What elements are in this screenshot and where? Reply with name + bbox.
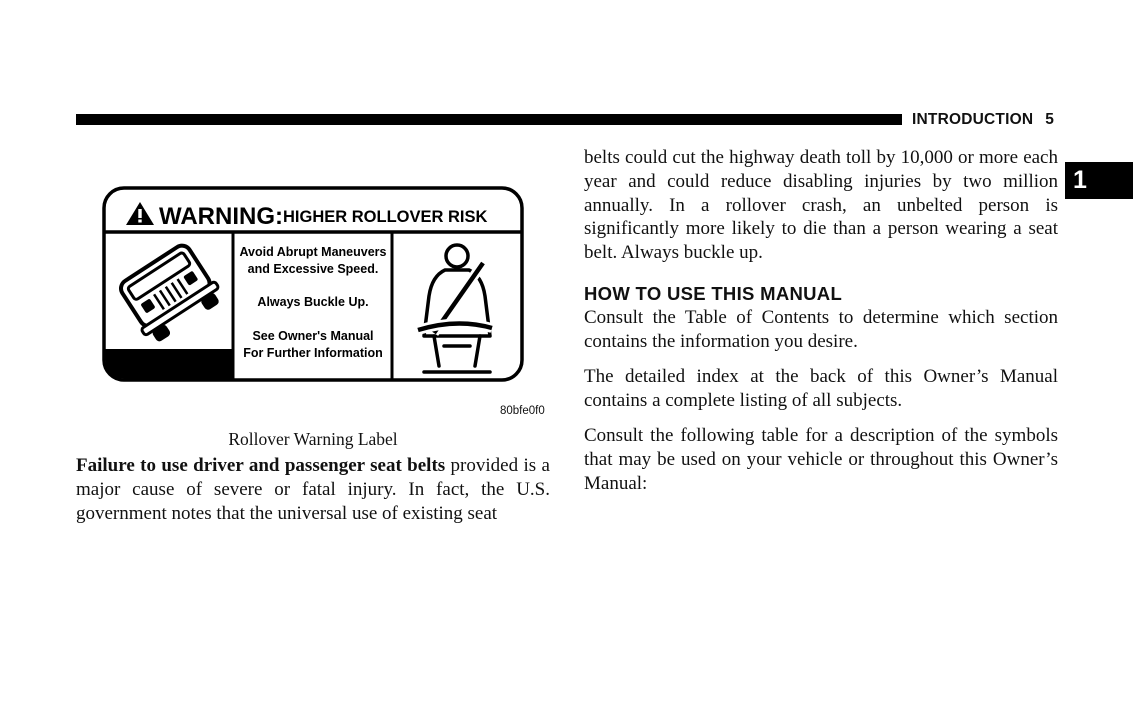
manual-paragraph-3: Consult the following table for a description of the symbols that may be used on your vehicle or throughout this Owner’s Manual: — [584, 425, 1058, 494]
header-rule — [76, 114, 902, 125]
chapter-tab: 1 — [1065, 162, 1133, 199]
label-title-prefix: WARNING: — [159, 203, 283, 230]
label-line-3: Always Buckle Up. — [257, 295, 369, 309]
section-title: INTRODUCTION — [912, 111, 1034, 128]
label-title-main: HIGHER ROLLOVER RISK — [283, 208, 488, 226]
left-paragraph-text: provided is a major cause of severe or fatal injury. In fact, the U.S. government notes that the universal use of existing seat — [76, 455, 550, 524]
page-number: 5 — [1045, 111, 1055, 128]
label-line-5: For Further Information — [243, 346, 383, 360]
rollover-warning-label — [102, 186, 526, 384]
figure-code: 80bfe0f0 — [500, 405, 545, 417]
section-heading: HOW TO USE THIS MANUAL — [584, 283, 843, 304]
figure-caption: Rollover Warning Label — [228, 429, 398, 449]
label-line-1: Avoid Abrupt Maneuvers — [239, 245, 387, 259]
left-paragraph-bold-lead: Failure to use driver and passenger seat belts — [76, 455, 446, 476]
label-line-2: and Excessive Speed. — [247, 262, 379, 276]
left-body-paragraph — [76, 454, 550, 525]
manual-paragraph-1: Consult the Table of Contents to determine which section contains the information you desire. — [584, 307, 1058, 352]
running-header — [912, 111, 1054, 129]
label-line-4: See Owner's Manual — [252, 329, 374, 343]
manual-paragraph-2: The detailed index at the back of this Owner’s Manual contains a complete listing of all subjects. — [584, 366, 1058, 411]
continuation-paragraph: belts could cut the highway death toll by 10,000 or more each year and could reduce disabling injuries by two million annually. In a rollover crash, an unbelted person is significantly more likely to die than a person wearing a seat belt. Always buckle up. — [584, 147, 1058, 264]
